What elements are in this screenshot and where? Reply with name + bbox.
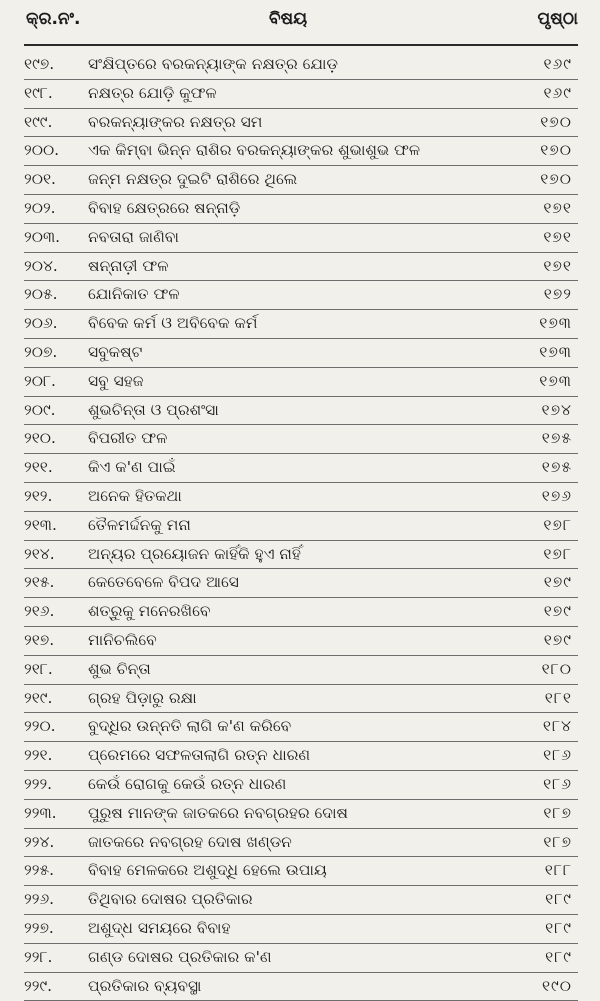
entry-title: ଏକ କିମ୍ବା ଭିନ୍ନ ରାଶିର ବରକନ୍ୟାଙ୍କର ଶୁଭାଶୁଭ ଫଳ xyxy=(88,141,420,160)
page-number: ୧୭୬ xyxy=(542,487,572,506)
subject-column-header: ବିଷୟ xyxy=(269,9,307,29)
entry-title: ଗଣ୍ଡ ଦୋଷର ପ୍ରତିକାର କ'ଣ xyxy=(88,948,272,967)
table-row xyxy=(24,339,578,368)
serial-number: ୨୦୩. xyxy=(24,228,60,247)
entry-title: ଅଶୁଦ୍ଧ ସମୟରେ ବିବାହ xyxy=(88,919,231,938)
page-number: ୧୭୫ xyxy=(542,458,572,477)
page-number: ୧୭୨ xyxy=(544,285,572,304)
serial-number: ୨୨୧. xyxy=(24,746,52,765)
table-row xyxy=(24,454,578,483)
serial-number: ୨୦୭. xyxy=(24,343,57,362)
page-number: ୧୭୦ xyxy=(540,170,572,189)
entry-title: ଷନ୍ନାଡ଼ୀ ଫଳ xyxy=(88,257,168,276)
page-number: ୧୮୯ xyxy=(545,919,572,938)
serial-number: ୨୦୧. xyxy=(24,170,56,189)
page-number: ୧୭୦ xyxy=(540,113,572,132)
serial-number: ୨୨୦. xyxy=(24,717,56,736)
serial-number: ୨୧୨. xyxy=(24,487,52,506)
entry-title: ଯୋନିକାତ ଫଳ xyxy=(88,285,180,304)
page-number: ୧୭୯ xyxy=(544,573,572,592)
table-row xyxy=(24,310,578,339)
serial-number: ୨୧୭. xyxy=(24,631,54,650)
page-number: ୧୭୮ xyxy=(543,516,572,535)
page-number: ୧୭୩ xyxy=(539,314,572,333)
table-of-contents xyxy=(24,51,578,1001)
entry-title: ବରକନ୍ୟାଙ୍କର ନକ୍ଷତ୍ର ସମ xyxy=(88,113,262,132)
table-row xyxy=(24,713,578,742)
entry-title: ବିବାହ କ୍ଷେତ୍ରରେ ଷନ୍ନାଡ଼ି xyxy=(88,199,240,218)
entry-title: ମାନିଚଲିବେ xyxy=(88,631,157,650)
serial-number: ୨୦୨. xyxy=(24,199,56,218)
entry-title: କେଉଁ ରୋଗକୁ କେଉଁ ରତ୍ନ ଧାରଣ xyxy=(88,775,286,794)
page-column-header: ପୃଷ୍ଠା xyxy=(538,9,578,29)
table-row xyxy=(24,944,578,973)
serial-number: ୨୨୪. xyxy=(24,833,54,852)
table-row xyxy=(24,224,578,253)
entry-title: ବିବେକ କର୍ମ ଓ ଅବିବେକ କର୍ମ xyxy=(88,314,257,333)
page-number: ୧୭୪ xyxy=(542,401,573,420)
entry-title: ସବୁକଷ୍ଟ xyxy=(88,343,142,362)
page-number: ୧୮୧ xyxy=(545,689,572,708)
table-row xyxy=(24,425,578,454)
serial-number: ୧୯୯. xyxy=(24,113,52,132)
serial-number: ୨୧୯. xyxy=(24,689,52,708)
serial-number: ୨୨୩. xyxy=(24,804,57,823)
entry-title: ତିଥିବାର ଦୋଷର ପ୍ରତିକାର xyxy=(88,890,253,909)
page-number: ୧୮୬ xyxy=(543,746,572,765)
serial-number: ୨୦୪. xyxy=(24,257,58,276)
page-number: ୧୮୮ xyxy=(545,861,572,880)
table-row xyxy=(24,886,578,915)
table-row xyxy=(24,166,578,195)
table-row xyxy=(24,685,578,714)
serial-number: ୨୨୭. xyxy=(24,919,54,938)
entry-title: ଅନେକ ହିତକଥା xyxy=(88,487,182,506)
page-number: ୧୭୧ xyxy=(543,257,572,276)
page-number: ୧୭୦ xyxy=(540,141,572,160)
entry-title: ଗ୍ରହ ପିଡ଼ାରୁ ରକ୍ଷା xyxy=(88,689,197,708)
table-row xyxy=(24,195,578,224)
serial-number: ୨୧୧. xyxy=(24,458,53,477)
table-row xyxy=(24,771,578,800)
page-number: ୧୮୯ xyxy=(545,948,572,967)
table-row xyxy=(24,915,578,944)
entry-title: ତୈଳମର୍ଦ୍ଦନକୁ ମନା xyxy=(88,516,191,535)
page-number: ୧୬୯ xyxy=(543,84,572,103)
serial-number: ୧୯୭. xyxy=(24,55,54,74)
entry-title: ନବତାରା ଜାଣିବା xyxy=(88,228,179,247)
page-number: ୧୭୧ xyxy=(543,199,572,218)
table-row xyxy=(24,627,578,656)
entry-title: ଶୁଭ ଚିନ୍ତା xyxy=(88,660,151,679)
serial-number: ୨୦୬. xyxy=(24,314,58,333)
serial-column-header: କ୍ର.ନଂ. xyxy=(26,9,80,29)
serial-number: ୨୦୫. xyxy=(24,285,58,304)
table-row xyxy=(24,253,578,282)
table-row xyxy=(24,109,578,138)
table-header xyxy=(24,0,578,46)
page-number: ୧୮୭ xyxy=(543,833,572,852)
serial-number: ୨୧୮. xyxy=(24,660,53,679)
table-row xyxy=(24,512,578,541)
page-number: ୧୭୯ xyxy=(544,631,572,650)
table-row xyxy=(24,281,578,310)
page-number: ୧୭୯ xyxy=(544,602,572,621)
table-row xyxy=(24,829,578,858)
table-row xyxy=(24,137,578,166)
entry-title: କେତେବେଳେ ବିପଦ ଆସେ xyxy=(88,573,239,592)
table-row xyxy=(24,598,578,627)
table-row xyxy=(24,541,578,570)
table-row xyxy=(24,742,578,771)
entry-title: ବୁଦ୍ଧିର ଉନ୍ନତି ଲାଗି କ'ଣ କରିବେ xyxy=(88,717,291,736)
entry-title: ଅନ୍ୟର ପ୍ରୟୋଜନ କାହିଁକି ହୁଏ ନାହିଁ xyxy=(88,545,301,564)
page-number: ୧୮୬ xyxy=(543,775,572,794)
entry-title: ନକ୍ଷତ୍ର ଯୋଡ଼ି କୁଫଳ xyxy=(88,84,217,103)
page-number: ୧୮୯ xyxy=(545,890,572,909)
serial-number: ୨୧୦. xyxy=(24,429,56,448)
page-number: ୧୭୩ xyxy=(539,343,572,362)
table-row xyxy=(24,51,578,80)
serial-number: ୧୯୮. xyxy=(24,84,53,103)
table-row xyxy=(24,397,578,426)
entry-title: ପୁରୁଷ ମାନଙ୍କ ଜାତକରେ ନବଗ୍ରହର ଦୋଷ xyxy=(88,804,348,823)
entry-title: ପ୍ରତିକାର ବ୍ୟବସ୍ଥା xyxy=(88,977,201,996)
table-row xyxy=(24,656,578,685)
serial-number: ୨୨୫. xyxy=(24,861,54,880)
table-row xyxy=(24,569,578,598)
serial-number: ୨୦୯. xyxy=(24,401,56,420)
page-number: ୧୬୯ xyxy=(543,55,572,74)
entry-title: ବିବାହ ମେଳକରେ ଅଶୁଦ୍ଧି ହେଲେ ଉପାୟ xyxy=(88,861,327,880)
page-number: ୧୮୭ xyxy=(543,804,572,823)
entry-title: ପ୍ରେମରେ ସଫଳତାଲାଗି ରତ୍ନ ଧାରଣ xyxy=(88,746,310,765)
table-row xyxy=(24,80,578,109)
serial-number: ୨୧୫. xyxy=(24,573,54,592)
entry-title: ସବୁ ସହଜ xyxy=(88,372,143,391)
page-number: ୧୮୦ xyxy=(542,660,572,679)
entry-title: ଶତ୍ରୁକୁ ମନେରଖିବେ xyxy=(88,602,210,621)
table-row xyxy=(24,368,578,397)
table-row xyxy=(24,857,578,886)
page-number: ୧୮୪ xyxy=(543,717,572,736)
serial-number: ୨୨୯. xyxy=(24,977,52,996)
page-number: ୧୯୦ xyxy=(542,977,572,996)
serial-number: ୨୧୪. xyxy=(24,545,55,564)
entry-title: ଜାତକରେ ନବଗ୍ରହ ଦୋଷ ଖଣ୍ଡନ xyxy=(88,833,292,852)
serial-number: ୨୦୦. xyxy=(24,141,59,160)
page-number: ୧୭୧ xyxy=(543,228,572,247)
entry-title: ବିପରୀତ ଫଳ xyxy=(88,429,167,448)
table-row xyxy=(24,973,578,1001)
entry-title: ଜନ୍ମ ନକ୍ଷତ୍ର ଦୁଇଟି ରାଶିରେ ଥିଲେ xyxy=(88,170,297,189)
serial-number: ୨୦୮. xyxy=(24,372,56,391)
serial-number: ୨୨୮. xyxy=(24,948,52,967)
page-number: ୧୭୮ xyxy=(543,545,572,564)
serial-number: ୨୨୬. xyxy=(24,890,54,909)
table-row xyxy=(24,483,578,512)
table-row xyxy=(24,800,578,829)
entry-title: କିଏ କ'ଣ ପାଇଁ xyxy=(88,458,176,477)
entry-title: ସଂକ୍ଷିପ୍ତରେ ବରକନ୍ୟାଙ୍କ ନକ୍ଷତ୍ର ଯୋଡ଼ xyxy=(88,55,338,74)
serial-number: ୨୧୬. xyxy=(24,602,54,621)
page-number: ୧୭୫ xyxy=(542,429,572,448)
page-number: ୧୭୩ xyxy=(539,372,572,391)
serial-number: ୨୨୨. xyxy=(24,775,52,794)
serial-number: ୨୧୩. xyxy=(24,516,57,535)
entry-title: ଶୁଭଚିନ୍ତା ଓ ପ୍ରଶଂସା xyxy=(88,401,219,420)
